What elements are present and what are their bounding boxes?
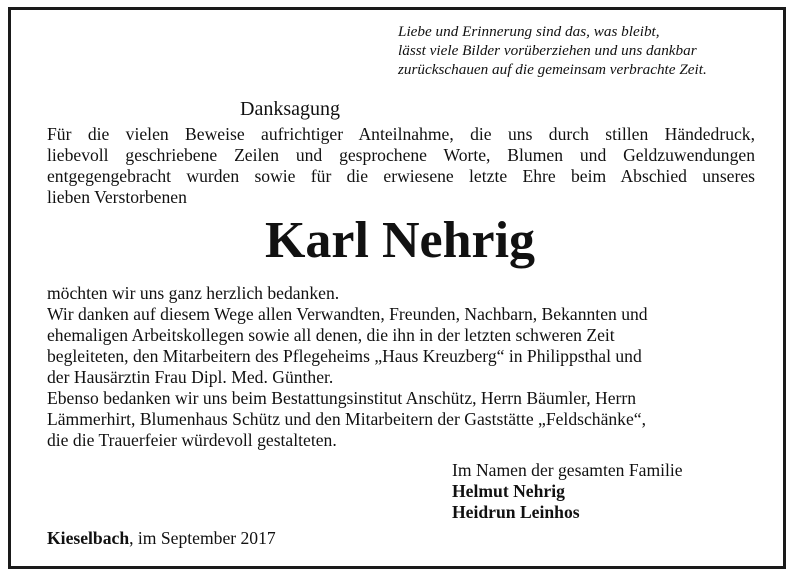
intro-paragraph bbox=[47, 124, 755, 208]
deceased-name: Karl Nehrig bbox=[264, 212, 536, 269]
thanks-line: ehemaligen Arbeitskollegen sowie all denen, die ihn in der letzten schweren Zeit bbox=[47, 325, 615, 345]
thanks-line: Ebenso bedanken wir uns beim Bestattungsinstitut Anschütz, Herrn Bäumler, Herrn bbox=[47, 388, 637, 408]
thanks-line: Wir danken auf diesem Wege allen Verwandten, Freunden, Nachbarn, Bekannten und bbox=[47, 304, 648, 324]
thanks-line: Lämmerhirt, Blumenhaus Schütz und den Mitarbeitern der Gaststätte „Feldschänke“, bbox=[47, 409, 646, 429]
intro-line: entgegengebracht wurden sowie für die erwiesene letzte Ehre beim Abschied unseres bbox=[47, 166, 755, 186]
signoff-name: Heidrun Leinhos bbox=[452, 502, 580, 522]
thanks-line: begleiteten, den Mitarbeitern des Pflegeheims „Haus Kreuzberg“ in Philippsthal und bbox=[47, 346, 642, 366]
place-date bbox=[47, 528, 276, 549]
intro-line: Für die vielen Beweise aufrichtiger Anteilnahme, die uns durch stillen Händedruck, bbox=[47, 124, 755, 144]
thanks-line: möchten wir uns ganz herzlich bedanken. bbox=[47, 283, 340, 303]
thanks-line: der Hausärztin Frau Dipl. Med. Günther. bbox=[47, 367, 334, 387]
family-signoff bbox=[452, 460, 683, 523]
place-town: Kieselbach bbox=[47, 528, 130, 548]
thanks-paragraph bbox=[47, 283, 767, 451]
intro-line: lieben Verstorbenen bbox=[47, 187, 187, 207]
quote-line: lässt viele Bilder vorüberziehen und uns dankbar bbox=[398, 42, 697, 59]
memorial-quote bbox=[398, 22, 778, 79]
notice-date: , im September 2017 bbox=[129, 528, 276, 548]
notice-heading: Danksagung bbox=[240, 98, 340, 120]
signoff-name: Helmut Nehrig bbox=[452, 481, 565, 501]
intro-line: liebevoll geschriebene Zeilen und gesprochene Worte, Blumen und Geldzuwendungen bbox=[47, 145, 755, 165]
signoff-intro: Im Namen der gesamten Familie bbox=[452, 460, 683, 480]
quote-line: zurückschauen auf die gemeinsam verbrachte Zeit. bbox=[398, 61, 707, 78]
quote-line: Liebe und Erinnerung sind das, was bleibt, bbox=[398, 23, 660, 40]
thanks-line: die die Trauerfeier würdevoll gestalteten. bbox=[47, 430, 337, 450]
